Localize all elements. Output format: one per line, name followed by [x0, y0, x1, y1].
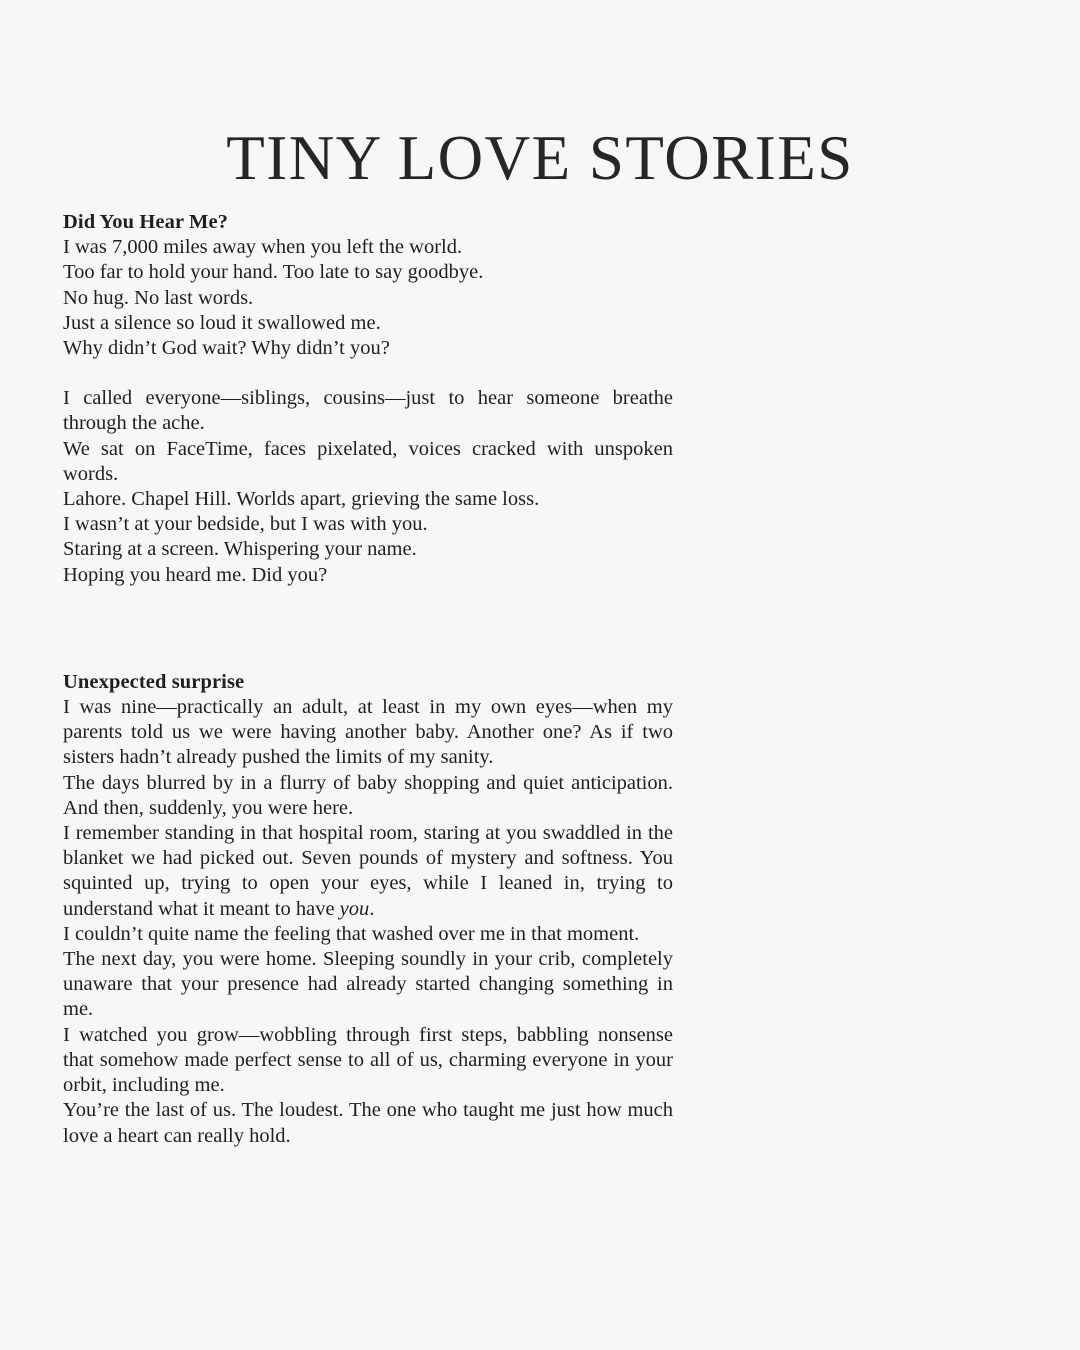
story-line: Lahore. Chapel Hill. Worlds apart, grieving the same loss.	[63, 488, 540, 511]
story-line: I called everyone—siblings, cousins—just to hear someone breathe through the ache.	[63, 387, 673, 435]
story-line: Too far to hold your hand. Too late to say goodbye.	[63, 261, 484, 284]
story-line-with-emphasis	[63, 821, 673, 922]
story-line-text: I remember standing in that hospital room, staring at you swaddled in the blanket we had picked out. Seven pounds of mystery and softness. You squinted up, trying to open your eyes, while I leaned in, trying to understand what it meant to have	[63, 822, 673, 920]
story-line: Why didn’t God wait? Why didn’t you?	[63, 337, 390, 360]
story-heading: Did You Hear Me?	[63, 211, 229, 233]
story-line: I couldn’t quite name the feeling that washed over me in that moment.	[63, 922, 640, 945]
emphasis-trailing: .	[369, 897, 375, 920]
stanza	[63, 695, 673, 1149]
story-did-you-hear-me	[63, 210, 673, 588]
stories-column	[63, 210, 673, 1149]
story-line: I wasn’t at your bedside, but I was with you.	[63, 513, 428, 536]
story-unexpected-surprise	[63, 670, 673, 1149]
stanza	[63, 235, 673, 361]
stanza	[63, 386, 673, 588]
story-line: I watched you grow—wobbling through first steps, babbling nonsense that somehow made perfect sense to all of us, charming everyone in your orbit, including me.	[63, 1023, 673, 1097]
story-line: The days blurred by in a flurry of baby shopping and quiet anticipation. And then, suddenly, you were here.	[63, 771, 673, 819]
emphasis-word: you	[339, 897, 370, 920]
story-line: I was nine—practically an adult, at least in my own eyes—when my parents told us we were having another baby. Another one? As if two sisters hadn’t already pushed the limits of my sanity.	[63, 696, 673, 769]
story-line: No hug. No last words.	[63, 286, 254, 309]
story-line: Hoping you heard me. Did you?	[63, 563, 328, 586]
story-line: Just a silence so loud it swallowed me.	[63, 311, 381, 334]
story-line: The next day, you were home. Sleeping soundly in your crib, completely unaware that your presence had already started changing something in me.	[63, 948, 673, 1021]
story-heading: Unexpected surprise	[63, 670, 245, 693]
story-line: Staring at a screen. Whispering your name.	[63, 538, 417, 561]
story-line: You’re the last of us. The loudest. The one who taught me just how much love a heart can really hold.	[63, 1099, 673, 1147]
story-line: We sat on FaceTime, faces pixelated, voices cracked with unspoken words.	[63, 437, 673, 485]
story-line: I was 7,000 miles away when you left the world.	[63, 236, 463, 259]
page-title: TINY LOVE STORIES	[226, 123, 854, 194]
